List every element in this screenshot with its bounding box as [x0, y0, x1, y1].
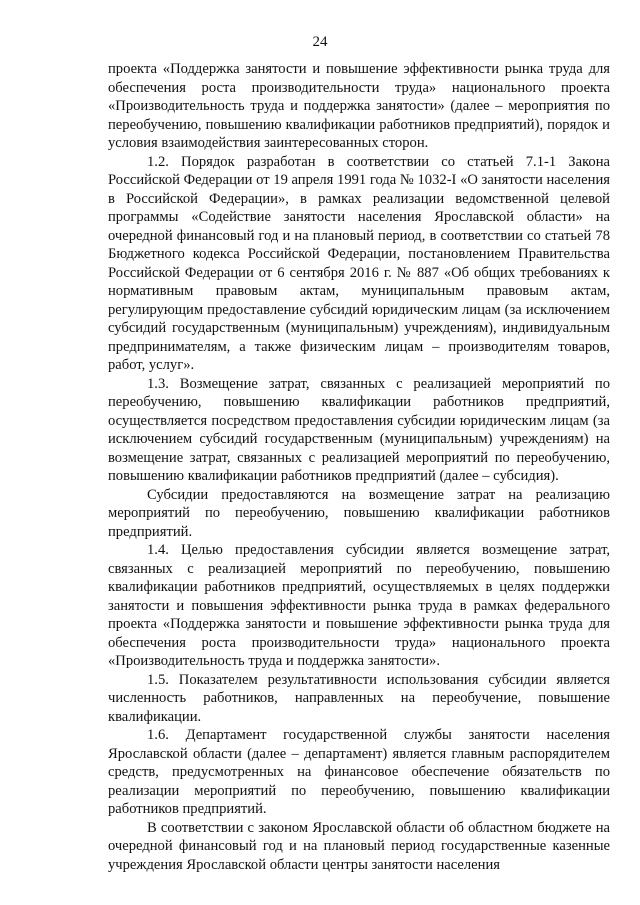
page-number: 24 [312, 34, 328, 50]
paragraph-continuation: проекта «Поддержка занятости и повышение эффективности рынка труда для обеспечения роста производительности труда» национального проекта «Производительность труда и поддержка занятости» (далее – мероприятия по переобучению, повышению квалификации работников предприятий), порядок и условия взаимодействия заинтересованных сторон. [108, 61, 610, 151]
paragraph-1-3: 1.3. Возмещение затрат, связанных с реализацией мероприятий по переобучению, повышению квалификации работников предприятий, осуществляется посредством предоставления субсидии юридическим лицам (за исключением субсидий государственным (муниципальным) учреждениям) на возмещение затрат, связанных с реализацией мероприятий по переобучению, повышению квалификации работников предприятий (далее – субсидия). [108, 375, 610, 484]
paragraph-1-2: 1.2. Порядок разработан в соответствии со статьей 7.1-1 Закона Российской Федерации от 19 апреля 1991 года № 1032-I «О занятости населения в Российской Федерации», в рамках реализации ведомственной целевой программы «Содействие занятости населения Ярославской области» на очередной финансовый год и на плановый период, в соответствии со статьей 78 Бюджетного кодекса Российской Федерации, постановлением Правительства Российской Федерации от 6 сентября 2016 г. № 887 «Об общих требованиях к нормативным правовым актам, муниципальным правовым актам, регулирующим предоставление субсидий юридическим лицам (за исключением субсидий государственным (муниципальным) учреждениям), индивидуальным предпринимателям, а также физическим лицам – производителям товаров, работ, услуг». [108, 153, 610, 373]
paragraph-1-4: 1.4. Целью предоставления субсидии является возмещение затрат, связанных с реализацией мероприятий по переобучению, повышению квалификации работников предприятий, осуществляемых в целях поддержки занятости и повышения эффективности рынка труда в рамках федерального проекта «Поддержка занятости и повышение эффективности рынка труда для обеспечения роста производительности труда» национального проекта «Производительность труда и поддержка занятости». [108, 542, 610, 669]
document-body [108, 60, 610, 874]
paragraph-1-6: 1.6. Департамент государственной службы занятости населения Ярославской области (далее – департамент) является главным распорядителем средств, предусмотренных на финансовое обеспечение обязательств по реализации мероприятий по переобучению, повышению квалификации работников предприятий. [108, 727, 610, 817]
paragraph-regional-law: В соответствии с законом Ярославской области об областном бюджете на очередной финансовый год и на плановый период государственные казенные учреждения Ярославской области центры занятости населения [108, 819, 610, 873]
paragraph-1-5: 1.5. Показателем результативности использования субсидии является численность работников, направленных на переобучение, повышение квалификации. [108, 671, 610, 725]
paragraph-subsidies: Субсидии предоставляются на возмещение затрат на реализацию мероприятий по переобучению, повышению квалификации работников предприятий. [108, 486, 610, 540]
